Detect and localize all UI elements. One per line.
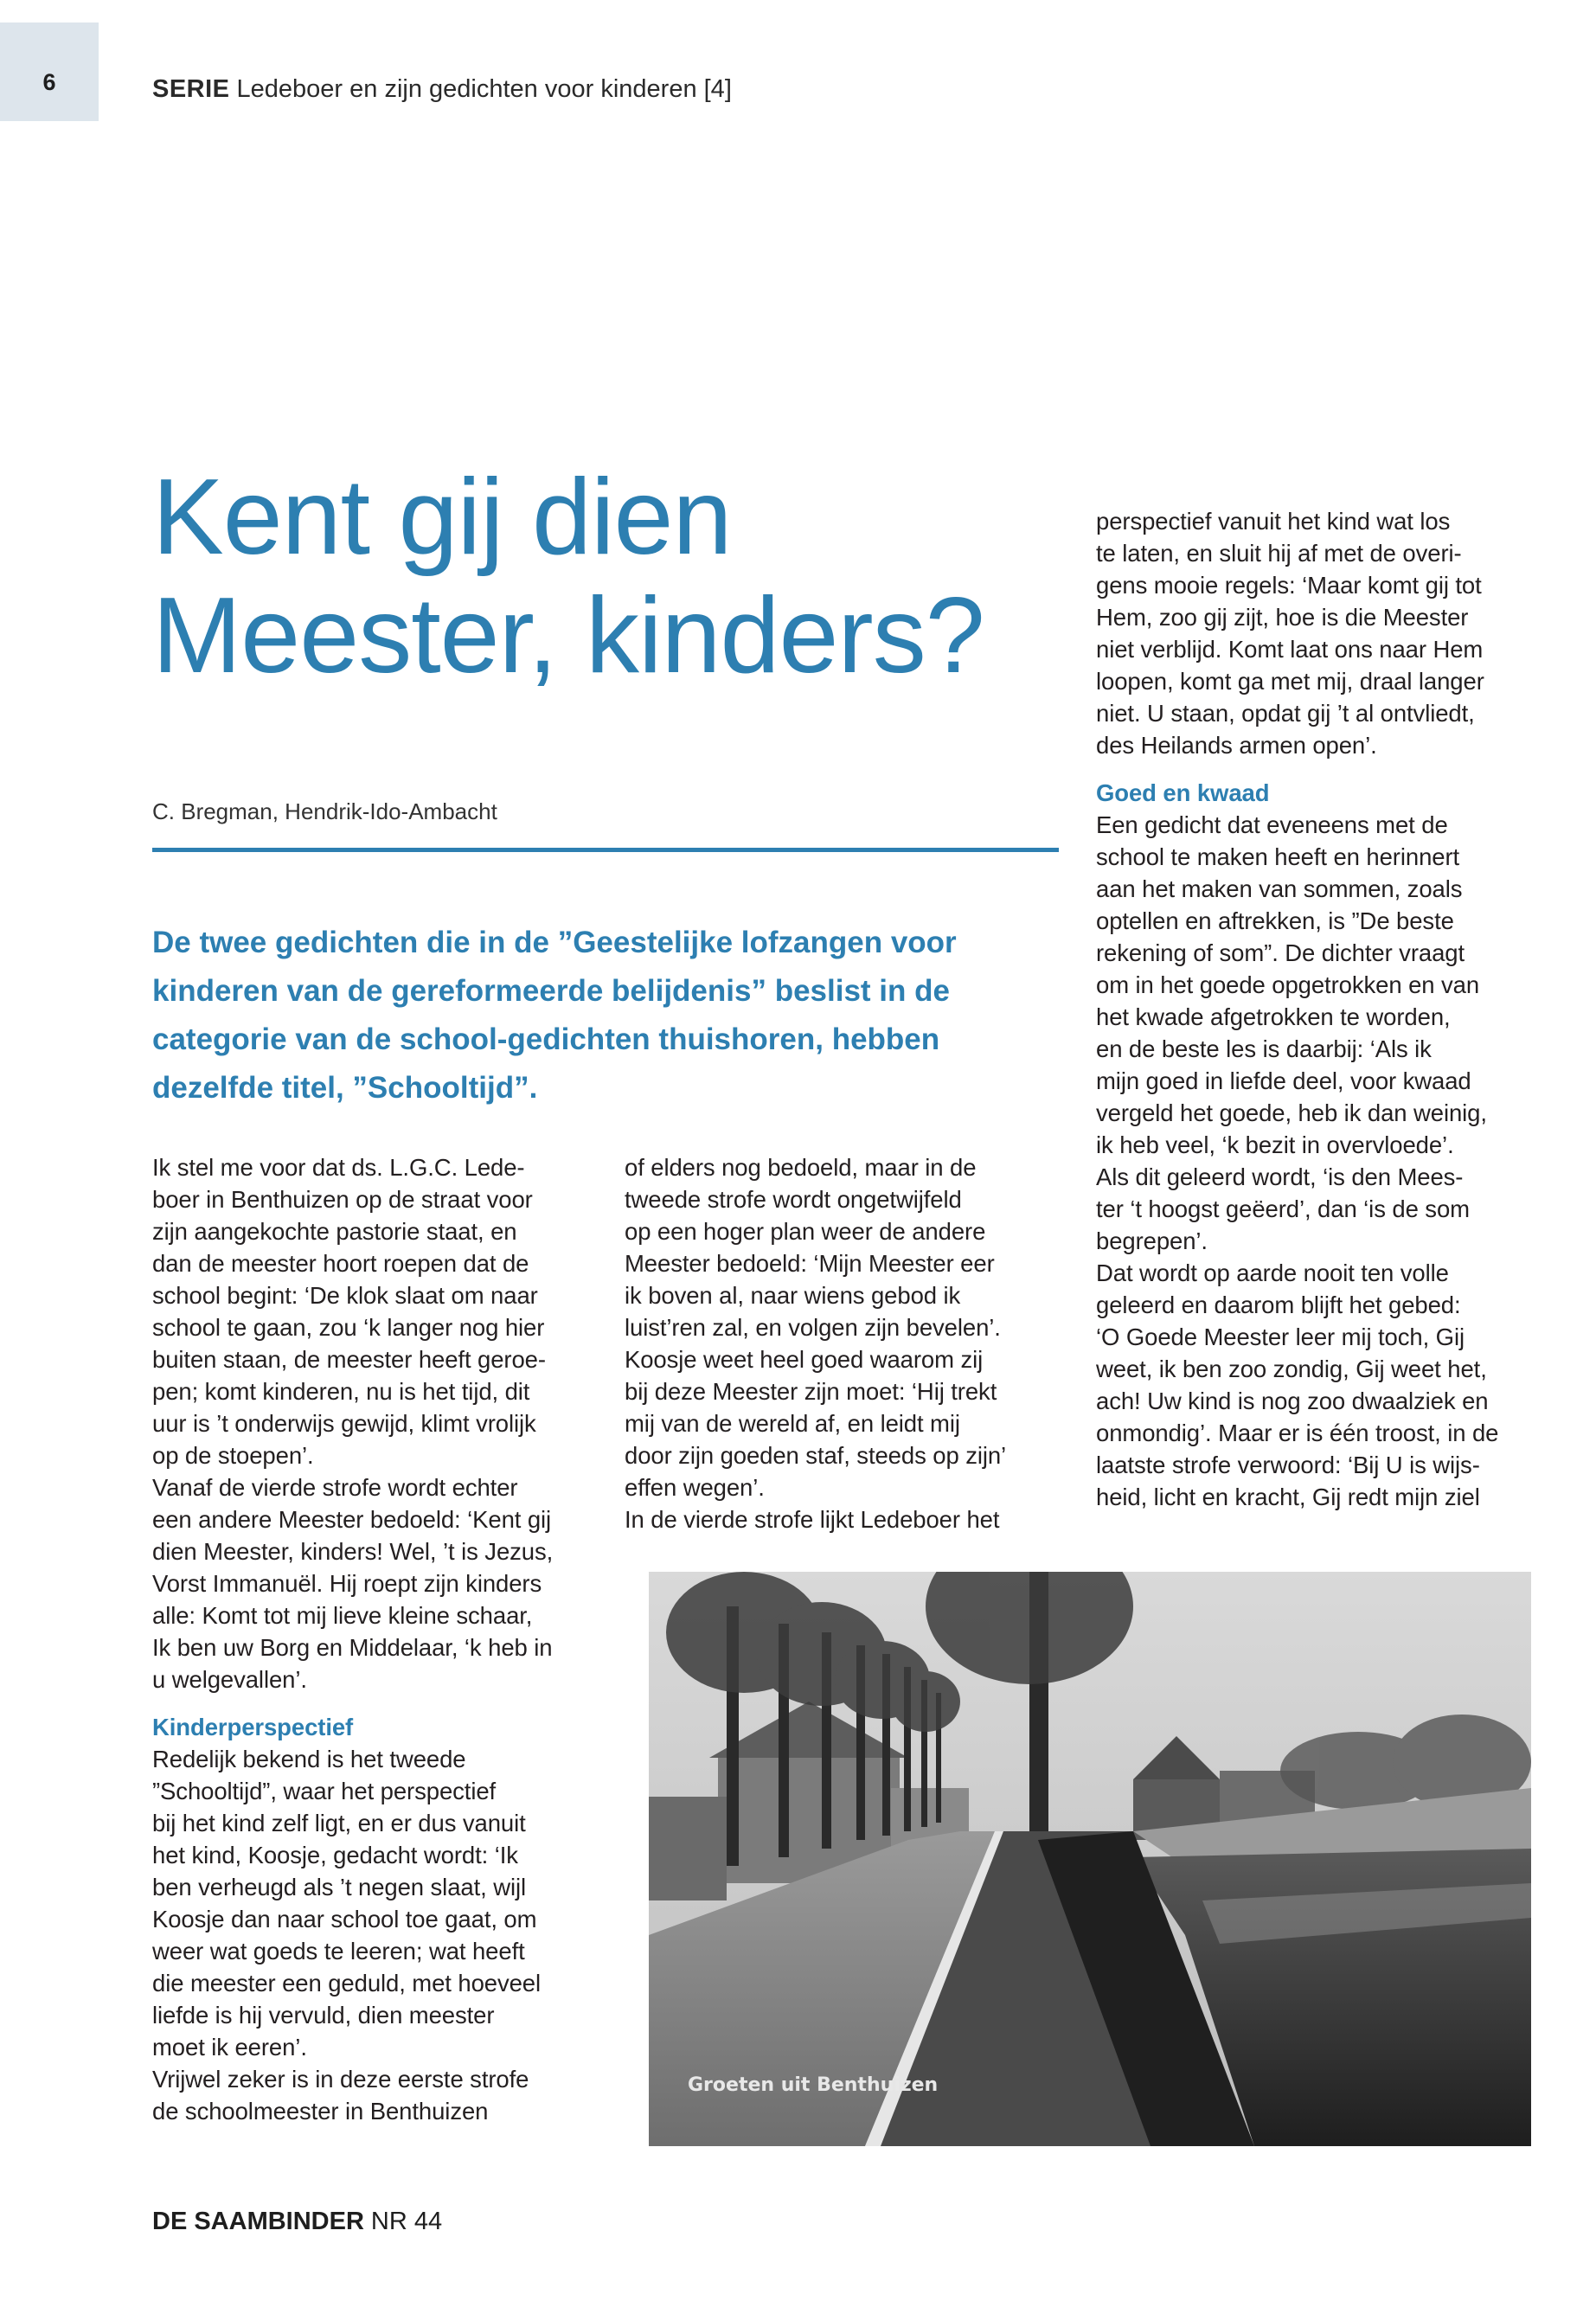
text-line: weer wat goeds te leeren; wat heeft bbox=[152, 1938, 525, 1965]
text-line: loopen, komt ga met mij, draal langer bbox=[1096, 668, 1484, 695]
text-line: onmondig’. Maar er is één troost, in de bbox=[1096, 1420, 1499, 1446]
text-line: Dat wordt op aarde nooit ten volle bbox=[1096, 1259, 1449, 1286]
photo-illustration bbox=[649, 1572, 1531, 2146]
text-line: des Heilands armen open’. bbox=[1096, 732, 1377, 759]
text-line: moet ik eeren’. bbox=[152, 2034, 307, 2061]
text-line: Meester bedoeld: ‘Mijn Meester eer bbox=[625, 1250, 995, 1277]
page-number: 6 bbox=[42, 69, 56, 95]
text-line: school te maken heeft en herinnert bbox=[1096, 843, 1460, 870]
text-line: u welgevallen’. bbox=[152, 1666, 307, 1693]
text-line: In de vierde strofe lijkt Ledeboer het bbox=[625, 1506, 1000, 1533]
text-line: pen; komt kinderen, nu is het tijd, dit bbox=[152, 1378, 530, 1405]
text-line: Koosje dan naar school toe gaat, om bbox=[152, 1906, 537, 1932]
text-line: effen wegen’. bbox=[625, 1474, 765, 1501]
text-line: mij van de wereld af, en leidt mij bbox=[625, 1410, 960, 1437]
text-line: laatste strofe verwoord: ‘Bij U is wijs- bbox=[1096, 1452, 1480, 1478]
text-line: boer in Benthuizen op de straat voor bbox=[152, 1186, 533, 1213]
text-line: en de beste les is daarbij: ‘Als ik bbox=[1096, 1035, 1432, 1062]
text-line: het kind, Koosje, gedacht wordt: ‘Ik bbox=[152, 1842, 518, 1868]
text-line: of elders nog bedoeld, maar in de bbox=[625, 1154, 977, 1181]
article-title bbox=[152, 458, 1086, 695]
series-title: Ledeboer en zijn gedichten voor kinderen [4] bbox=[236, 75, 732, 103]
text-line: mijn goed in liefde deel, voor kwaad bbox=[1096, 1067, 1471, 1094]
text-line: Als dit geleerd wordt, ‘is den Mees- bbox=[1096, 1163, 1464, 1190]
text-line: ‘O Goede Meester leer mij toch, Gij bbox=[1096, 1324, 1465, 1350]
text-line: uur is ’t onderwijs gewijd, klimt vrolijk bbox=[152, 1410, 536, 1437]
text-line: niet verblijd. Komt laat ons naar Hem bbox=[1096, 636, 1484, 663]
paragraph-gap bbox=[152, 1695, 602, 1711]
text-line: liefde is hij vervuld, dien meester bbox=[152, 2002, 495, 2029]
subhead-kinderperspectief: Kinderperspectief bbox=[152, 1714, 354, 1740]
column-1-lines bbox=[152, 1151, 602, 1695]
column-2-lines bbox=[625, 1151, 1048, 1535]
series-label: SERIE bbox=[152, 75, 230, 103]
text-line: aan het maken van sommen, zoals bbox=[1096, 875, 1463, 902]
text-line: te laten, en sluit hij af met de overi- bbox=[1096, 540, 1462, 567]
magazine-name: DE SAAMBINDER bbox=[152, 2208, 364, 2235]
text-line: vergeld het goede, heb ik dan weinig, bbox=[1096, 1099, 1487, 1126]
footer bbox=[152, 2209, 442, 2234]
text-line: heid, licht en kracht, Gij redt mijn ziel bbox=[1096, 1484, 1480, 1510]
byline: C. Bregman, Hendrik-Ido-Ambacht bbox=[152, 798, 497, 824]
text-line: ”Schooltijd”, waar het perspectief bbox=[152, 1778, 497, 1804]
text-line: ik boven al, naar wiens gebod ik bbox=[625, 1282, 961, 1309]
paragraph-gap bbox=[1096, 761, 1546, 777]
text-line: ter ‘t hoogst geëerd’, dan ‘is de som bbox=[1096, 1195, 1470, 1222]
text-line: Een gedicht dat eveneens met de bbox=[1096, 811, 1448, 838]
photo-benthuizen bbox=[649, 1572, 1531, 2146]
text-line: zijn aangekochte pastorie staat, en bbox=[152, 1218, 517, 1245]
subhead-goed-en-kwaad: Goed en kwaad bbox=[1096, 779, 1270, 806]
column-3-lines bbox=[1096, 505, 1546, 761]
text-line: school te gaan, zou ‘k langer nog hier bbox=[152, 1314, 545, 1341]
text-line: rekening of som”. De dichter vraagt bbox=[1096, 939, 1465, 966]
photo-caption: Groeten uit Benthuizen bbox=[688, 2074, 939, 2096]
title-line: Meester, kinders? bbox=[152, 576, 984, 695]
text-line: school begint: ‘De klok slaat om naar bbox=[152, 1282, 538, 1309]
text-line: dan de meester hoort roepen dat de bbox=[152, 1250, 529, 1277]
text-line: ach! Uw kind is nog zoo dwaalziek en bbox=[1096, 1388, 1489, 1414]
text-line: door zijn goeden staf, steeds op zijn’ bbox=[625, 1442, 1007, 1469]
text-line: dien Meester, kinders! Wel, ’t is Jezus, bbox=[152, 1538, 554, 1565]
text-line: weet, ik ben zoo zondig, Gij weet het, bbox=[1096, 1356, 1487, 1382]
text-line: Vrijwel zeker is in deze eerste strofe bbox=[152, 2066, 529, 2093]
text-line: optellen en aftrekken, is ”De beste bbox=[1096, 907, 1454, 934]
text-line: Koosje weet heel goed waarom zij bbox=[625, 1346, 984, 1373]
text-line: die meester een geduld, met hoeveel bbox=[152, 1970, 542, 1997]
text-line: perspectief vanuit het kind wat los bbox=[1096, 508, 1451, 535]
issue-number: NR 44 bbox=[370, 2208, 443, 2235]
text-line: op een hoger plan weer de andere bbox=[625, 1218, 986, 1245]
text-line: een andere Meester bedoeld: ‘Kent gij bbox=[152, 1506, 552, 1533]
text-line: om in het goede opgetrokken en van bbox=[1096, 971, 1480, 998]
column-2 bbox=[625, 1151, 1048, 1535]
text-line: Hem, zoo gij zijt, hoe is die Meester bbox=[1096, 604, 1469, 631]
text-line: Ik ben uw Borg en Middelaar, ‘k heb in bbox=[152, 1634, 553, 1661]
text-line: Vorst Immanuël. Hij roept zijn kinders bbox=[152, 1570, 542, 1597]
intro-paragraph: De twee gedichten die in de ”Geestelijke lofzangen voor kinderen van de gereformeerde belijdenis” beslist in de categorie van de school-gedichten thuishoren, hebben dezelfde titel, ”Schooltijd”. bbox=[152, 926, 957, 1105]
text-line: niet. U staan, opdat gij ’t al ontvliedt, bbox=[1096, 700, 1475, 727]
text-line: gens mooie regels: ‘Maar komt gij tot bbox=[1096, 572, 1482, 599]
text-line: geleerd en daarom blijft het gebed: bbox=[1096, 1292, 1461, 1318]
column-3b-lines bbox=[1096, 809, 1546, 1513]
title-rule bbox=[152, 848, 1059, 852]
text-line: ik heb veel, ‘k bezit in overvloede’. bbox=[1096, 1131, 1454, 1158]
text-line: Redelijk bekend is het tweede bbox=[152, 1746, 466, 1772]
column-3 bbox=[1096, 505, 1546, 1513]
column-1 bbox=[152, 1151, 602, 2127]
text-line: luist’ren zal, en volgen zijn bevelen’. bbox=[625, 1314, 1001, 1341]
text-line: op de stoepen’. bbox=[152, 1442, 314, 1469]
running-head bbox=[152, 77, 732, 102]
text-line: alle: Komt tot mij lieve kleine schaar, bbox=[152, 1602, 533, 1629]
text-line: buiten staan, de meester heeft geroe- bbox=[152, 1346, 546, 1373]
text-line: de schoolmeester in Benthuizen bbox=[152, 2098, 489, 2125]
text-line: bij het kind zelf ligt, en er dus vanuit bbox=[152, 1810, 526, 1836]
text-line: ben verheugd als ’t negen slaat, wijl bbox=[152, 1874, 526, 1900]
text-line: Ik stel me voor dat ds. L.G.C. Lede- bbox=[152, 1154, 525, 1181]
text-line: tweede strofe wordt ongetwijfeld bbox=[625, 1186, 962, 1213]
text-line: het kwade afgetrokken te worden, bbox=[1096, 1003, 1451, 1030]
text-line: Vanaf de vierde strofe wordt echter bbox=[152, 1474, 518, 1501]
text-line: begrepen’. bbox=[1096, 1227, 1208, 1254]
title-line: Kent gij dien bbox=[152, 458, 732, 577]
text-line: bij deze Meester zijn moet: ‘Hij trekt bbox=[625, 1378, 997, 1405]
column-1b-lines bbox=[152, 1743, 602, 2127]
